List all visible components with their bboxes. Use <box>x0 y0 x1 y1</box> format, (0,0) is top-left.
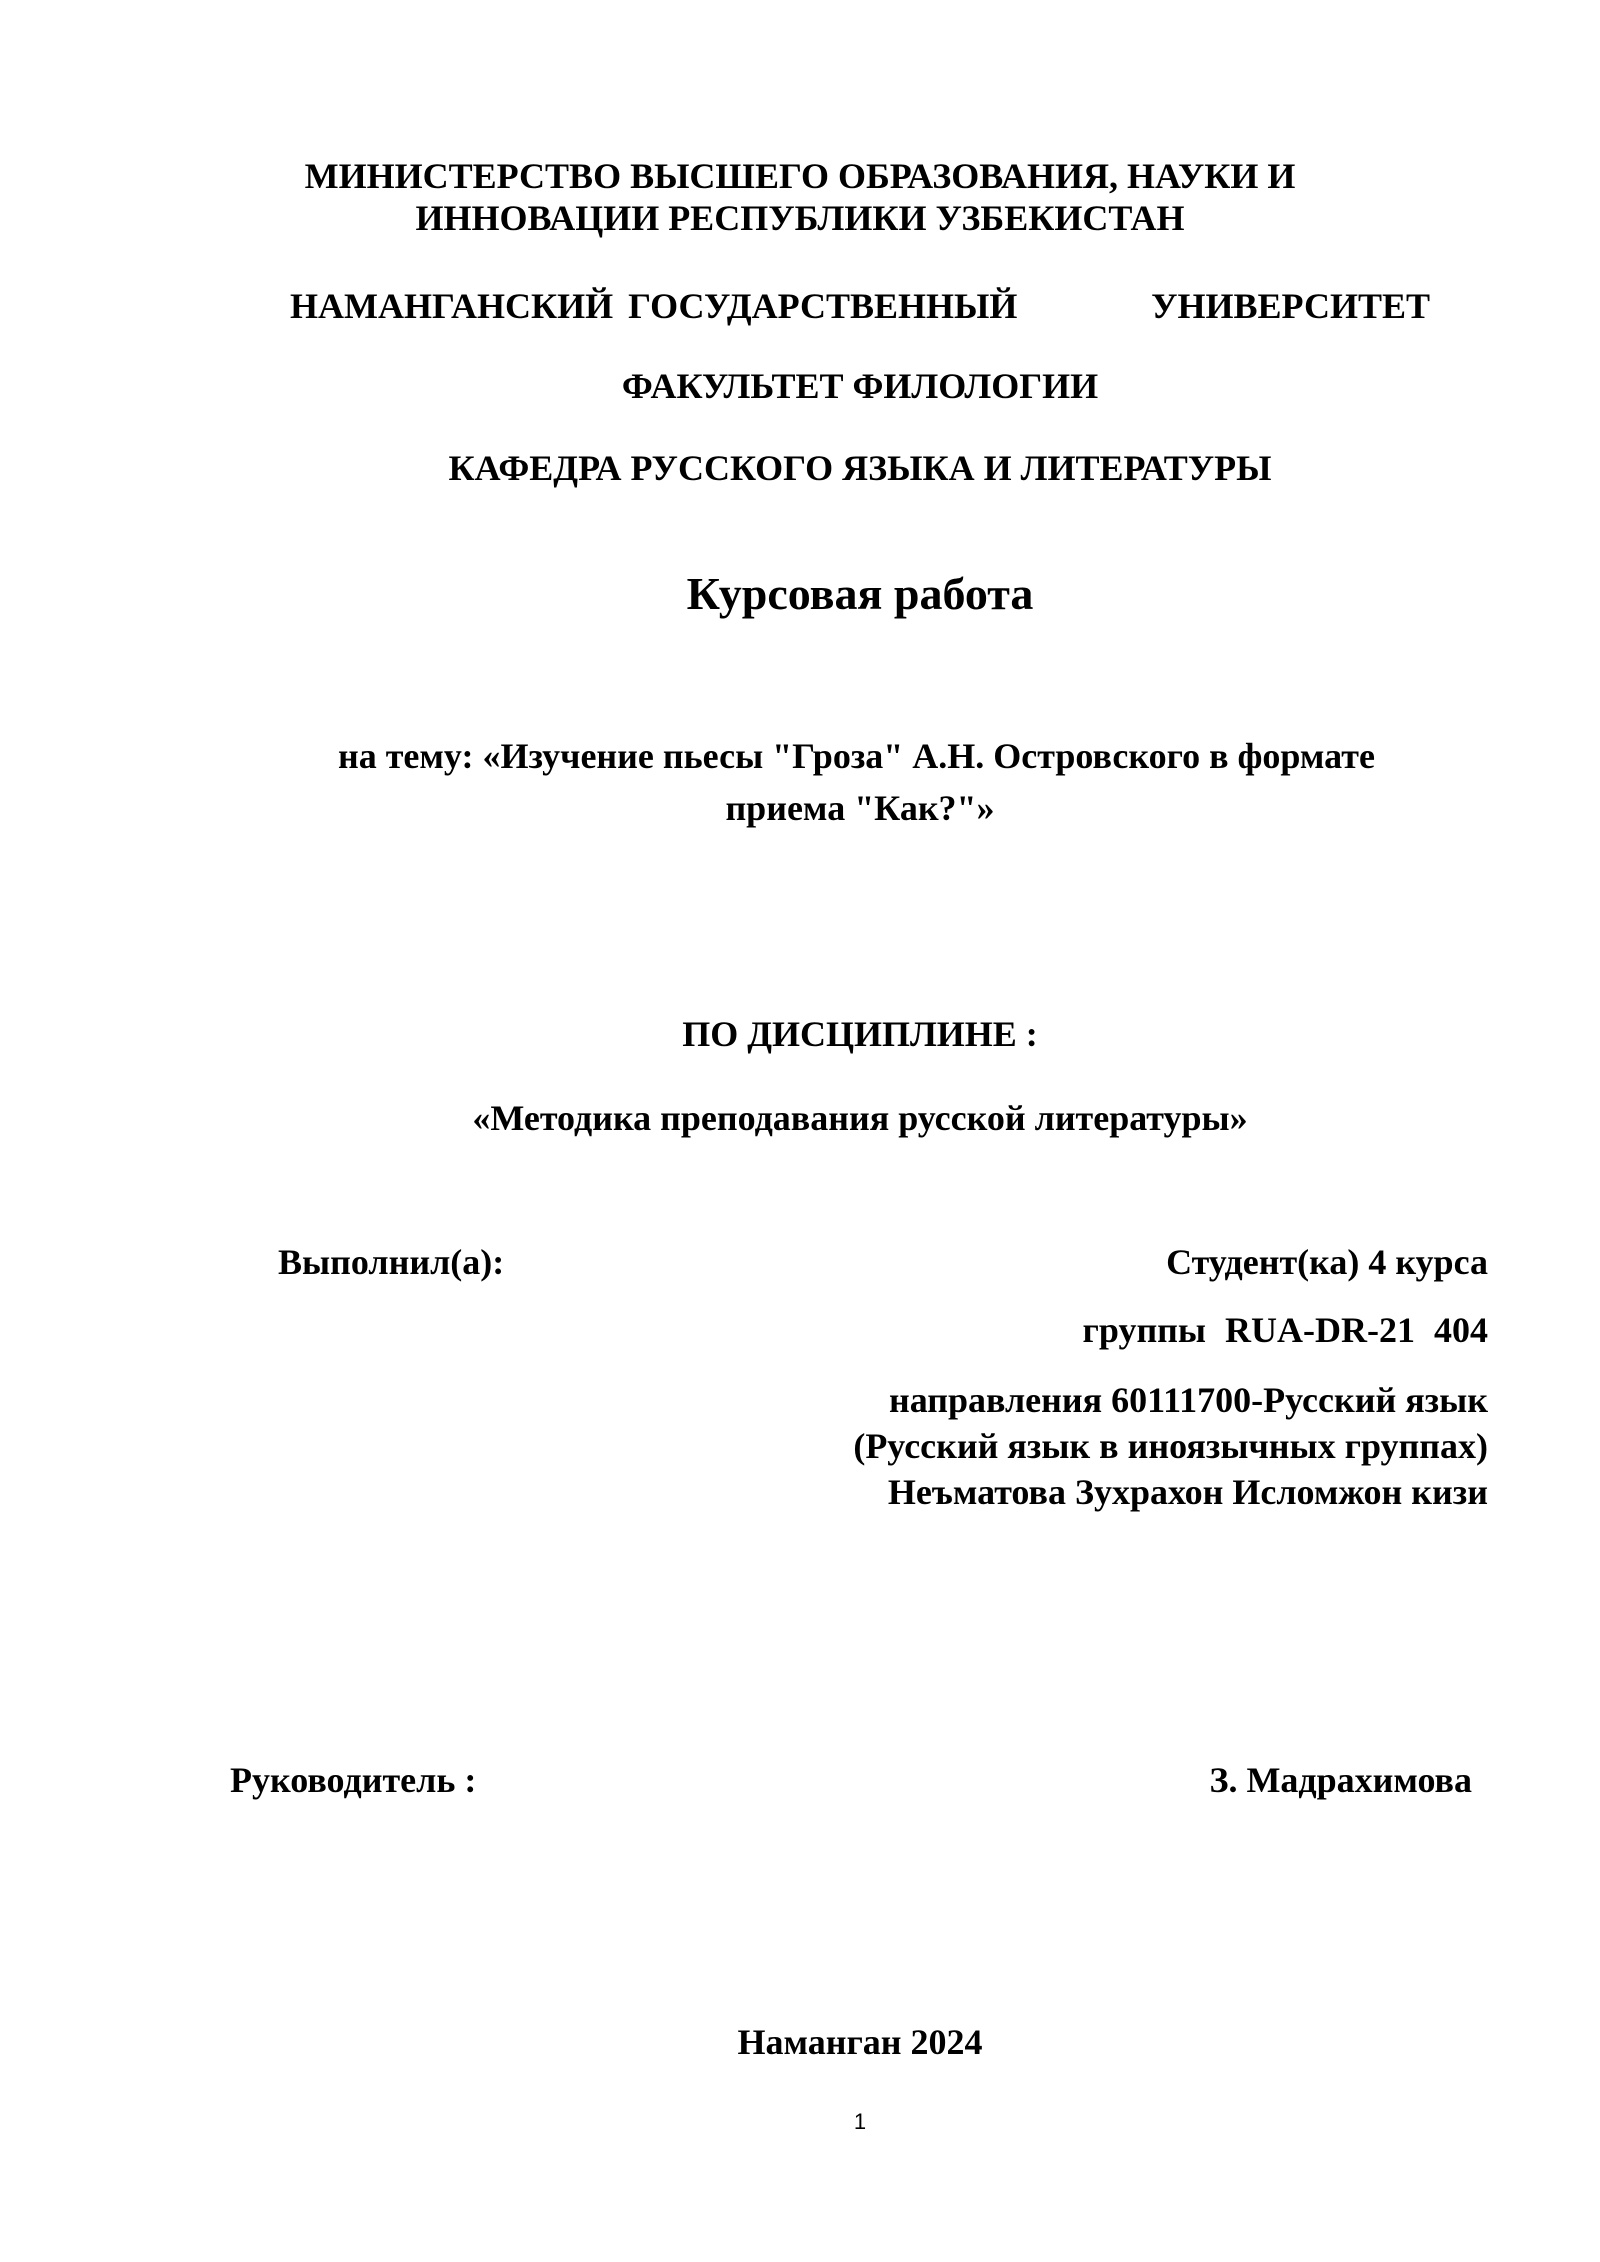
supervisor-label: Руководитель : <box>230 1760 477 1800</box>
topic-line1: на тему: «Изучение пьесы "Гроза" А.Н. Островского в формате <box>338 736 1375 776</box>
city-year: Наманган 2024 <box>737 2022 983 2062</box>
ministry-title-line1: МИНИСТЕРСТВО ВЫСШЕГО ОБРАЗОВАНИЯ, НАУКИ И <box>304 156 1296 196</box>
university-name-left: НАМАНГАНСКИЙ ГОСУДАРСТВЕННЫЙ <box>290 286 1018 326</box>
student-course: Студент(ка) 4 курса <box>1166 1242 1488 1282</box>
supervisor-name: З. Мадрахимова <box>1209 1760 1472 1800</box>
student-name: Неъматова Зухрахон Исломжон кизи <box>887 1472 1488 1512</box>
performer-label: Выполнил(а): <box>278 1242 505 1282</box>
faculty-name: ФАКУЛЬТЕТ ФИЛОЛОГИИ <box>621 366 1099 406</box>
student-direction-line2: (Русский язык в иноязычных группах) <box>853 1426 1488 1466</box>
university-name-right: УНИВЕРСИТЕТ <box>1151 286 1430 326</box>
work-title: Курсовая работа <box>686 568 1034 619</box>
discipline-name: «Методика преподавания русской литературы» <box>472 1098 1248 1138</box>
student-group: группы RUA-DR-21 404 <box>1082 1310 1488 1350</box>
student-direction-line1: направления 60111700-Русский язык <box>888 1380 1488 1420</box>
topic-line2: приема "Как?"» <box>725 788 995 828</box>
discipline-label: ПО ДИСЦИПЛИНЕ : <box>682 1014 1038 1054</box>
department-name: КАФЕДРА РУССКОГО ЯЗЫКА И ЛИТЕРАТУРЫ <box>448 448 1272 488</box>
ministry-title-line2: ИННОВАЦИИ РЕСПУБЛИКИ УЗБЕКИСТАН <box>415 198 1185 238</box>
page-number: 1 <box>853 2109 867 2134</box>
university-name <box>290 284 1430 328</box>
